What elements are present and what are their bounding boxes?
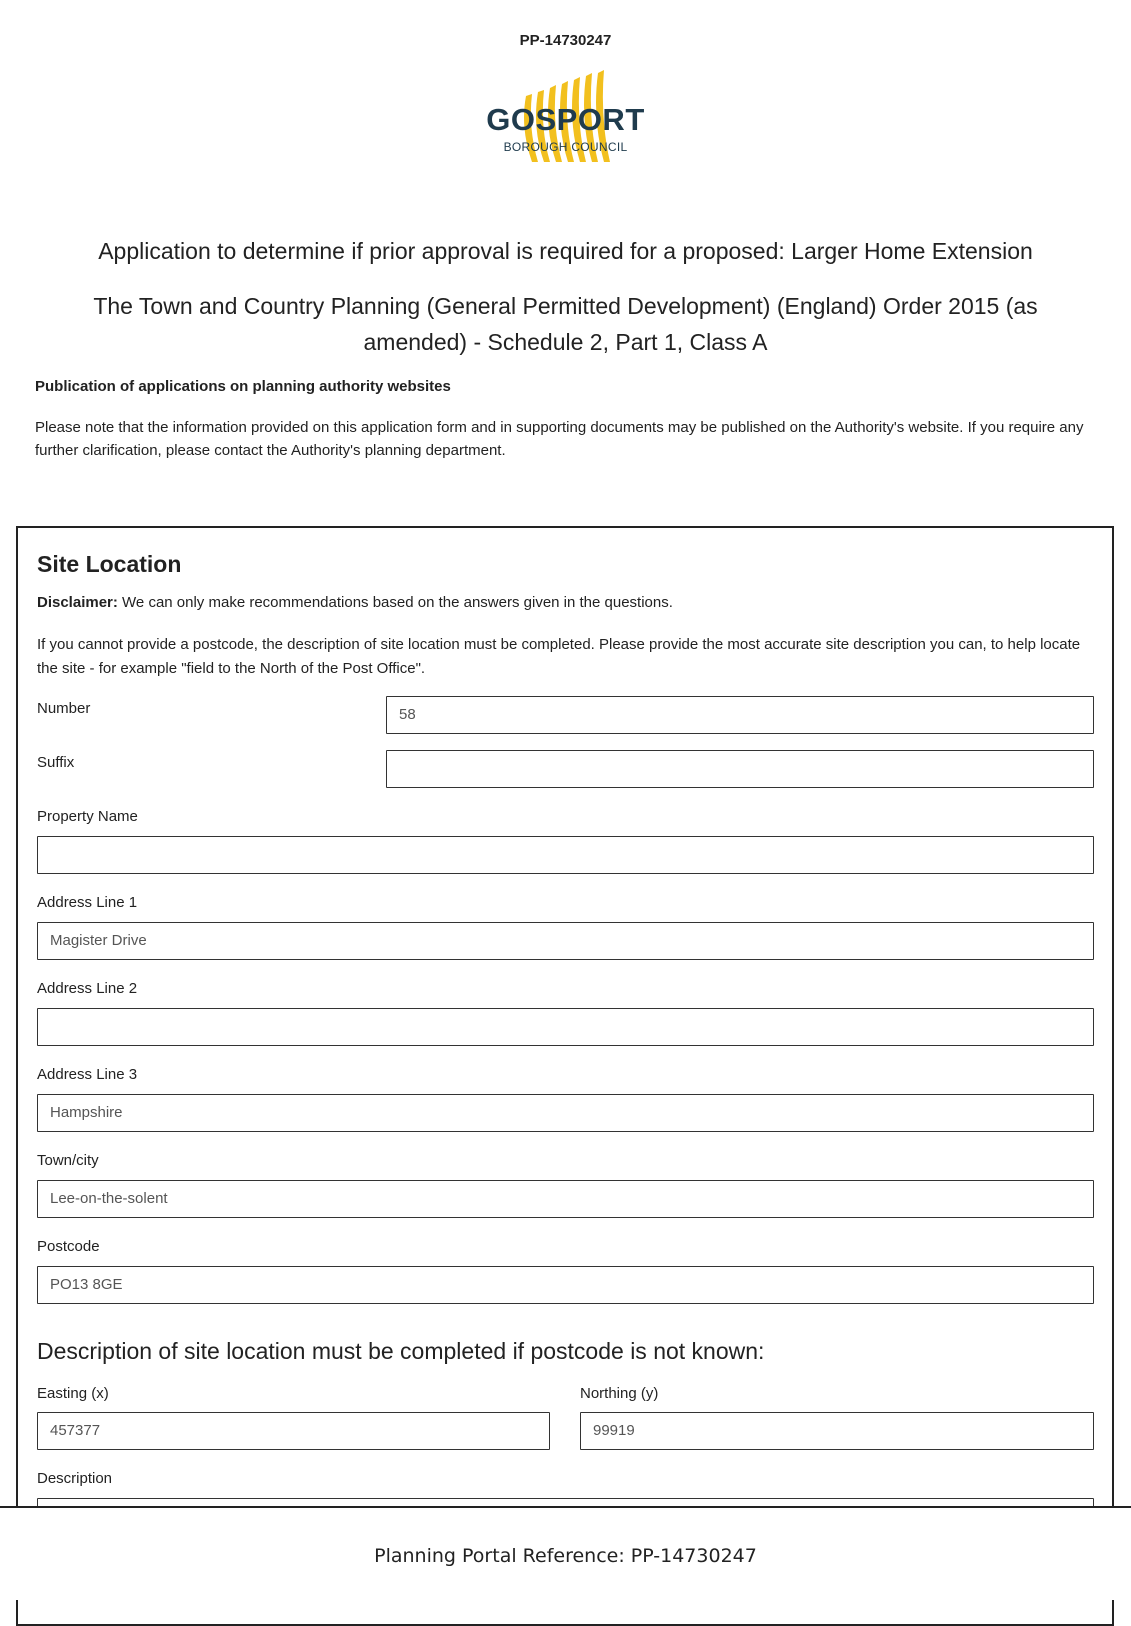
logo-subtitle: BOROUGH COUNCIL bbox=[503, 140, 628, 154]
disclaimer-label: Disclaimer: bbox=[37, 594, 118, 611]
logo-wordmark: GOSPORT bbox=[486, 102, 645, 137]
suffix-field[interactable] bbox=[386, 750, 1094, 788]
northing-label: Northing (y) bbox=[580, 1385, 659, 1402]
section-title: Site Location bbox=[37, 551, 182, 577]
disclaimer-text: We can only make recommendations based on the answers given in the questions. bbox=[117, 594, 673, 611]
property-name-label: Property Name bbox=[37, 808, 138, 825]
reference-number: PP-14730247 bbox=[519, 32, 612, 49]
disclaimer bbox=[37, 594, 673, 611]
suffix-label: Suffix bbox=[37, 754, 75, 771]
publication-heading: Publication of applications on planning authority websites bbox=[35, 378, 451, 395]
northing-field[interactable]: 99919 bbox=[580, 1412, 1094, 1450]
number-label: Number bbox=[37, 700, 91, 717]
address-line-1-field[interactable]: Magister Drive bbox=[37, 922, 1094, 960]
page-subtitle: The Town and Country Planning (General Permitted Development) (England) Order 2015 (as amended) - Schedule 2, Part 1, Class A bbox=[93, 293, 1038, 355]
easting-field[interactable]: 457377 bbox=[37, 1412, 550, 1450]
footer-divider bbox=[0, 1506, 1131, 1508]
number-field[interactable]: 58 bbox=[386, 696, 1094, 734]
description-label: Description bbox=[37, 1470, 113, 1487]
easting-label: Easting (x) bbox=[37, 1385, 109, 1402]
address-line-2-label: Address Line 2 bbox=[37, 980, 138, 997]
description-heading: Description of site location must be completed if postcode is not known: bbox=[37, 1338, 765, 1364]
town-city-field[interactable]: Lee-on-the-solent bbox=[37, 1180, 1094, 1218]
footer-reference: Planning Portal Reference: PP-14730247 bbox=[374, 1545, 757, 1567]
site-location-info: If you cannot provide a postcode, the description of site location must be completed. Please provide the most accurate site description you can, to help locate the site - for example "field to the North of the Post Office". bbox=[37, 636, 1081, 677]
site-location-section bbox=[16, 526, 1114, 1626]
address-line-3-label: Address Line 3 bbox=[37, 1066, 138, 1083]
property-name-field[interactable] bbox=[37, 836, 1094, 874]
postcode-label: Postcode bbox=[37, 1238, 100, 1255]
page-title: Application to determine if prior approval is required for a proposed: Larger Home Extension bbox=[98, 238, 1033, 264]
address-line-3-field[interactable]: Hampshire bbox=[37, 1094, 1094, 1132]
postcode-field[interactable]: PO13 8GE bbox=[37, 1266, 1094, 1304]
town-city-label: Town/city bbox=[37, 1152, 99, 1169]
publication-text: Please note that the information provided on this application form and in supporting documents may be published on the Authority's website. If you require any further clarification, please contact the Authority's planning department. bbox=[35, 419, 1084, 459]
address-line-2-field[interactable] bbox=[37, 1008, 1094, 1046]
address-line-1-label: Address Line 1 bbox=[37, 894, 138, 911]
